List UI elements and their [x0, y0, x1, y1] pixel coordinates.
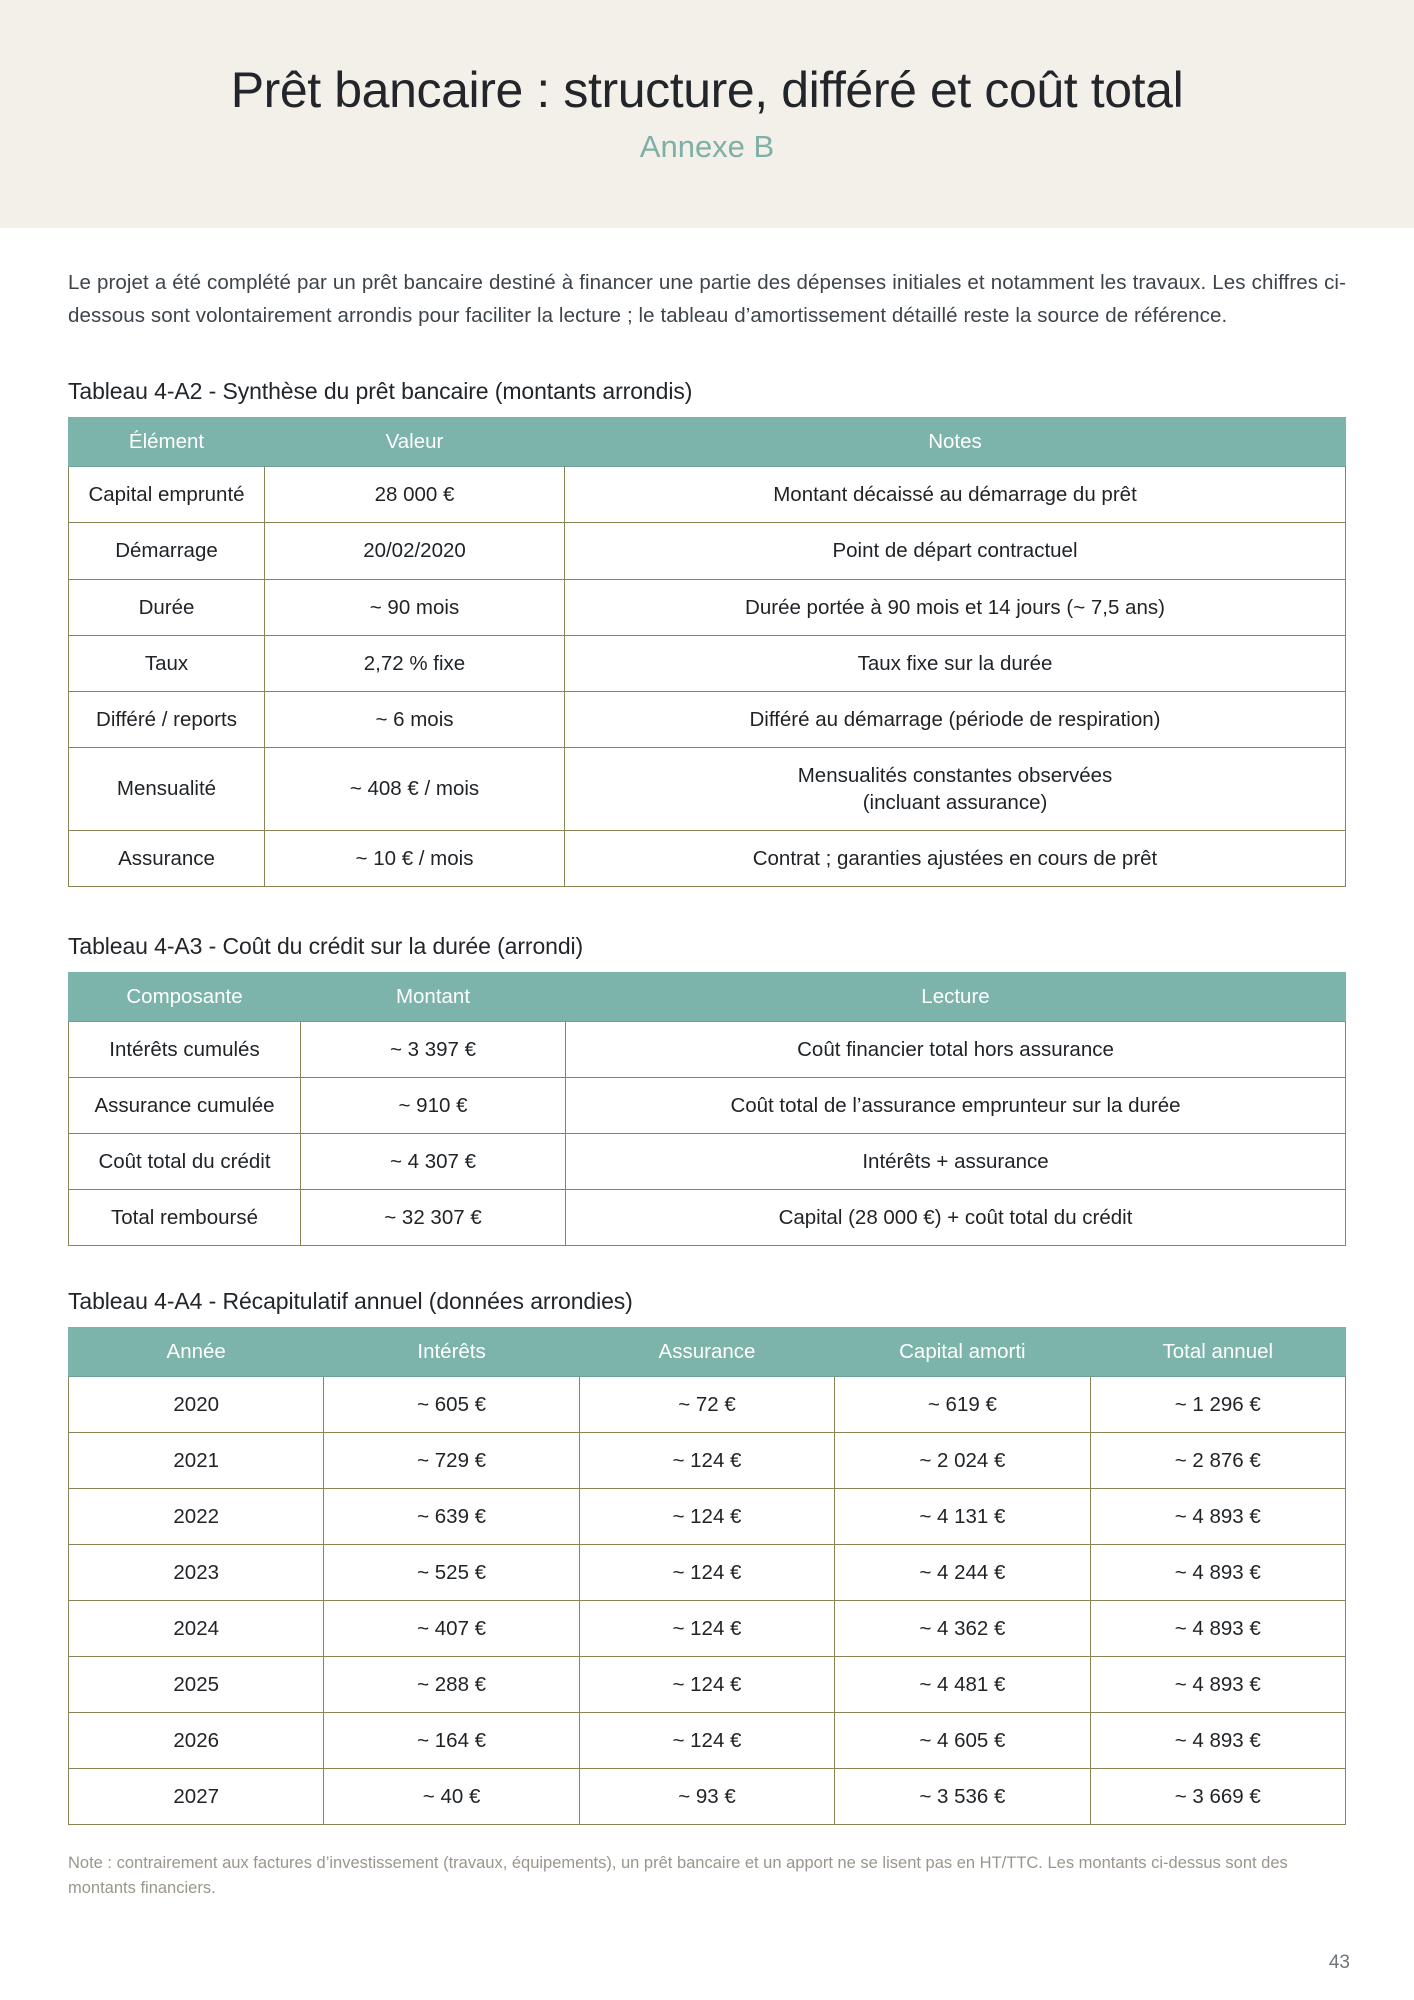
table-cell: 2,72 % fixe [265, 635, 565, 691]
table-cell: ~ 4 893 € [1090, 1657, 1345, 1713]
table-row [69, 1769, 1346, 1825]
table-cell: ~ 124 € [579, 1601, 834, 1657]
table-row [69, 579, 1346, 635]
table-cell: ~ 124 € [579, 1657, 834, 1713]
table-cell: Contrat ; garanties ajustées en cours de prêt [565, 830, 1346, 886]
intro-paragraph: Le projet a été complété par un prêt bancaire destiné à financer une partie des dépenses initiales et notamment les travaux. Les chiffres ci-dessous sont volontairement arrondis pour faciliter la lecture ; le tableau d’amortissement détaillé reste la source de référence. [68, 271, 1346, 328]
table-cell: ~ 619 € [835, 1376, 1090, 1432]
table-a3-col-lecture: Lecture [566, 972, 1346, 1021]
table-row [69, 1189, 1346, 1245]
table-cell: ~ 605 € [324, 1376, 579, 1432]
table-cell: 28 000 € [265, 467, 565, 523]
table-row [69, 1021, 1346, 1077]
table-cell: Montant décaissé au démarrage du prêt [565, 467, 1346, 523]
page-subtitle: Annexe B [639, 129, 775, 164]
table-cell: Durée [69, 579, 265, 635]
table-a4-col-capital-amorti: Capital amorti [835, 1327, 1090, 1376]
table-cell: Assurance cumulée [69, 1077, 301, 1133]
table-a2-body [69, 467, 1346, 886]
table-row [69, 830, 1346, 886]
table-a2-col-valeur: Valeur [265, 418, 565, 467]
table-a4-col-total-annuel: Total annuel [1090, 1327, 1345, 1376]
table-cell: 2026 [69, 1713, 324, 1769]
table-cell: ~ 407 € [324, 1601, 579, 1657]
table-a3-body [69, 1021, 1346, 1245]
table-cell: ~ 6 mois [265, 691, 565, 747]
table-a3-col-montant: Montant [301, 972, 566, 1021]
table-a3-caption: Tableau 4-A3 - Coût du crédit sur la durée (arrondi) [68, 932, 584, 959]
table-cell: ~ 10 € / mois [265, 830, 565, 886]
table-a4-col-interets: Intérêts [324, 1327, 579, 1376]
table-cell: Différé / reports [69, 691, 265, 747]
table-cell: ~ 4 893 € [1090, 1489, 1345, 1545]
table-a3 [68, 972, 1346, 1246]
table-cell: Total remboursé [69, 1189, 301, 1245]
table-cell: Intérêts + assurance [566, 1133, 1346, 1189]
table-a2-caption: Tableau 4-A2 - Synthèse du prêt bancaire (montants arrondis) [68, 378, 693, 405]
table-cell: ~ 124 € [579, 1545, 834, 1601]
table-row [69, 635, 1346, 691]
table-row [69, 523, 1346, 579]
table-cell: Coût total du crédit [69, 1133, 301, 1189]
table-cell: ~ 3 397 € [301, 1021, 566, 1077]
table-cell: ~ 408 € / mois [265, 747, 565, 830]
table-row [69, 1133, 1346, 1189]
table-cell: Capital (28 000 €) + coût total du crédit [566, 1189, 1346, 1245]
table-row [69, 1713, 1346, 1769]
page-title: Prêt bancaire : structure, différé et coût total [230, 62, 1184, 118]
table-cell: ~ 164 € [324, 1713, 579, 1769]
table-cell: Taux [69, 635, 265, 691]
table-cell: ~ 4 481 € [835, 1657, 1090, 1713]
table-cell: ~ 4 131 € [835, 1489, 1090, 1545]
table-cell: ~ 4 893 € [1090, 1545, 1345, 1601]
table-row [69, 1077, 1346, 1133]
table-row [69, 1376, 1346, 1432]
table-cell: ~ 4 893 € [1090, 1601, 1345, 1657]
table-cell: ~ 90 mois [265, 579, 565, 635]
table-cell: ~ 124 € [579, 1713, 834, 1769]
table-row [69, 1433, 1346, 1489]
page-number: 43 [1328, 1952, 1350, 1973]
table-cell: Capital emprunté [69, 467, 265, 523]
table-cell: ~ 3 669 € [1090, 1769, 1345, 1825]
table-a4-header-row [69, 1327, 1346, 1376]
table-cell: Intérêts cumulés [69, 1021, 301, 1077]
table-cell: ~ 32 307 € [301, 1189, 566, 1245]
table-a3-header-row [69, 972, 1346, 1021]
table-a2-col-notes: Notes [565, 418, 1346, 467]
table-cell: 2021 [69, 1433, 324, 1489]
table-cell: Durée portée à 90 mois et 14 jours (~ 7,5 ans) [565, 579, 1346, 635]
table-cell: 2020 [69, 1376, 324, 1432]
table-cell: ~ 124 € [579, 1489, 834, 1545]
table-cell: Mensualité [69, 747, 265, 830]
table-row [69, 1545, 1346, 1601]
table-cell: ~ 2 876 € [1090, 1433, 1345, 1489]
table-cell: ~ 729 € [324, 1433, 579, 1489]
table-a4 [68, 1327, 1346, 1825]
table-row [69, 1601, 1346, 1657]
table-cell: ~ 4 893 € [1090, 1713, 1345, 1769]
table-cell: 20/02/2020 [265, 523, 565, 579]
table-cell: ~ 4 362 € [835, 1601, 1090, 1657]
table-cell: ~ 3 536 € [835, 1769, 1090, 1825]
table-cell: ~ 288 € [324, 1657, 579, 1713]
table-cell: 2024 [69, 1601, 324, 1657]
table-row [69, 1489, 1346, 1545]
table-a2-col-element: Élément [69, 418, 265, 467]
page-content [0, 266, 1414, 1901]
table-cell: Assurance [69, 830, 265, 886]
table-cell: ~ 2 024 € [835, 1433, 1090, 1489]
table-row [69, 467, 1346, 523]
table-cell: Taux fixe sur la durée [565, 635, 1346, 691]
table-cell: ~ 93 € [579, 1769, 834, 1825]
table-cell: 2022 [69, 1489, 324, 1545]
page-header-band [0, 0, 1414, 228]
table-cell: ~ 4 244 € [835, 1545, 1090, 1601]
table-cell: 2025 [69, 1657, 324, 1713]
table-cell: Mensualités constantes observées (incluant assurance) [565, 747, 1346, 830]
table-cell: Point de départ contractuel [565, 523, 1346, 579]
table-cell: 2027 [69, 1769, 324, 1825]
table-row [69, 1657, 1346, 1713]
table-cell: Différé au démarrage (période de respiration) [565, 691, 1346, 747]
table-a4-caption: Tableau 4-A4 - Récapitulatif annuel (données arrondies) [68, 1287, 633, 1314]
table-cell: Démarrage [69, 523, 265, 579]
table-a4-col-assurance: Assurance [579, 1327, 834, 1376]
table-cell: ~ 124 € [579, 1433, 834, 1489]
table-a4-body [69, 1376, 1346, 1824]
table-cell: ~ 639 € [324, 1489, 579, 1545]
table-cell: ~ 4 307 € [301, 1133, 566, 1189]
table-cell: ~ 4 605 € [835, 1713, 1090, 1769]
table-cell: ~ 72 € [579, 1376, 834, 1432]
table-cell: Coût financier total hors assurance [566, 1021, 1346, 1077]
footnote: Note : contrairement aux factures d’investissement (travaux, équipements), un prêt bancaire et un apport ne se lisent pas en HT/TTC. Les montants ci-dessus sont des montants financiers. [68, 1854, 1288, 1898]
table-cell: ~ 525 € [324, 1545, 579, 1601]
table-cell: ~ 1 296 € [1090, 1376, 1345, 1432]
table-row [69, 747, 1346, 830]
table-a3-col-composante: Composante [69, 972, 301, 1021]
table-a2-header-row [69, 418, 1346, 467]
table-a4-col-annee: Année [69, 1327, 324, 1376]
table-cell: 2023 [69, 1545, 324, 1601]
table-cell: ~ 40 € [324, 1769, 579, 1825]
table-cell: Coût total de l’assurance emprunteur sur la durée [566, 1077, 1346, 1133]
table-a2 [68, 417, 1346, 886]
table-cell: ~ 910 € [301, 1077, 566, 1133]
table-row [69, 691, 1346, 747]
